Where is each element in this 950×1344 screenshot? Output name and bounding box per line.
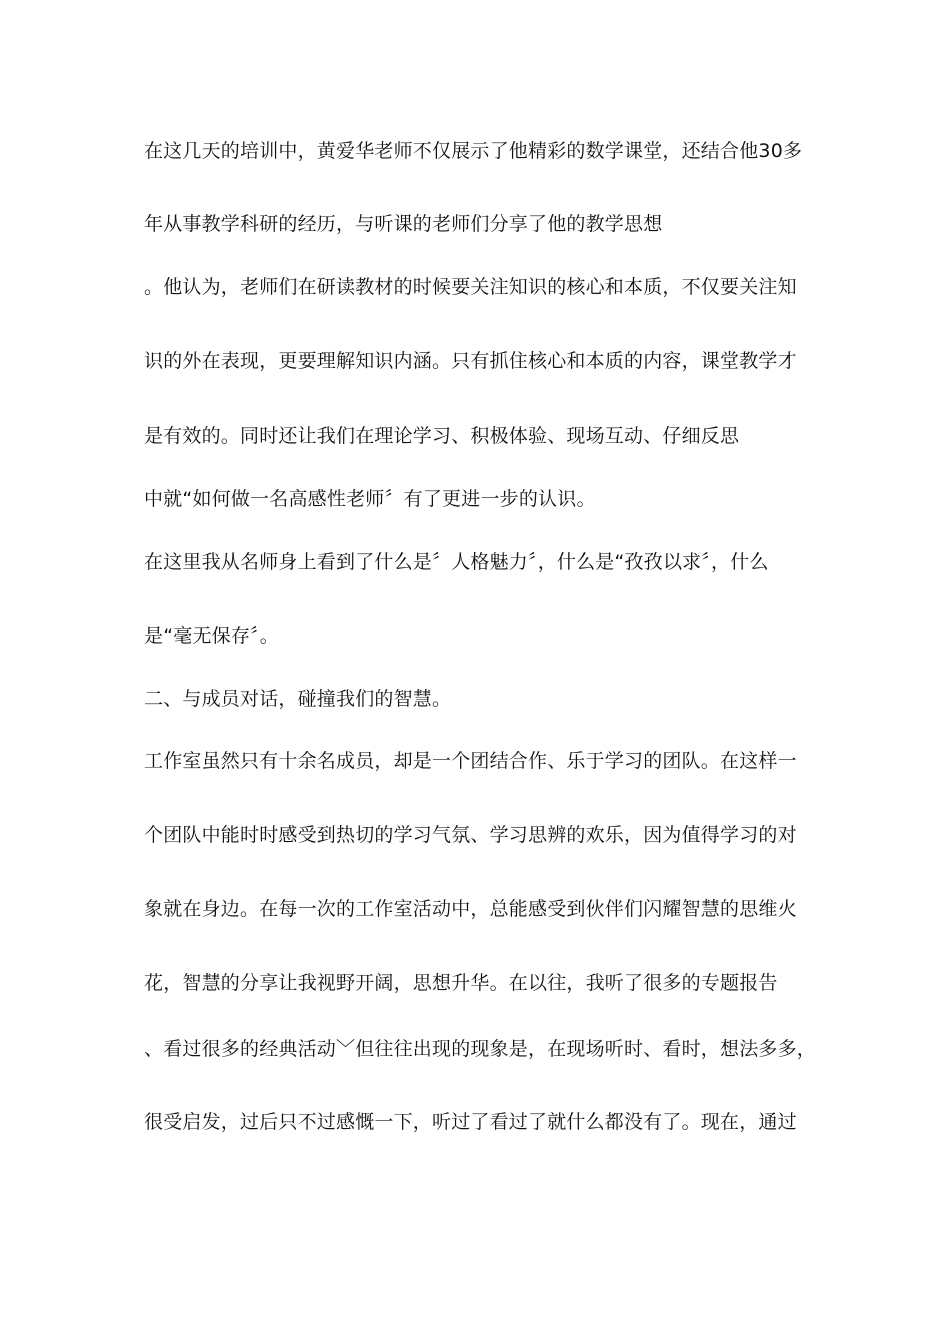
paragraph-line: 中就“如何做一名高感性老师〞有了更进一步的认识。 — [144, 488, 596, 510]
paragraph-line: 。他认为，老师们在研读教材的时候要关注知识的核心和本质，不仅要关注知 — [144, 276, 797, 298]
paragraph-line: 是有效的。同时还让我们在理论学习、积极体验、现场互动、仔细反思 — [144, 425, 740, 447]
paragraph-line: 在这几天的培训中，黄爱华老师不仅展示了他精彩的数学课堂，还结合他30多 — [144, 140, 803, 162]
paragraph-line: 识的外在表现，更要理解知识内涵。只有抓住核心和本质的内容，课堂教学才 — [144, 350, 797, 372]
paragraph-line: 工作室虽然只有十余名成员，却是一个团结合作、乐于学习的团队。在这样一 — [144, 750, 797, 772]
paragraph-line: 是“毫无保存〞。 — [144, 625, 279, 647]
paragraph-line: 象就在身边。在每一次的工作室活动中，总能感受到伙伴们闪耀智慧的思维火 — [144, 898, 797, 920]
paragraph-line: 个团队中能时时感受到热切的学习气氛、学习思辨的欢乐，因为值得学习的对 — [144, 824, 797, 846]
paragraph-line: 年从事教学科研的经历，与听课的老师们分享了他的教学思想 — [144, 213, 663, 235]
paragraph-line: 很受启发，过后只不过感慨一下，听过了看过了就什么都没有了。现在，通过 — [144, 1111, 797, 1133]
paragraph-line: 花，智慧的分享让我视野开阔，思想升华。在以往，我听了很多的专题报告 — [144, 972, 778, 994]
paragraph-line: 、看过很多的经典活动﹀但往往出现的现象是，在现场听时、看时，想法多多， — [144, 1038, 817, 1060]
section-heading: 二、与成员对话，碰撞我们的智慧。 — [144, 688, 452, 710]
paragraph-line: 在这里我从名师身上看到了什么是〞人格魅力〞，什么是“孜孜以求〞，什么 — [144, 551, 769, 573]
